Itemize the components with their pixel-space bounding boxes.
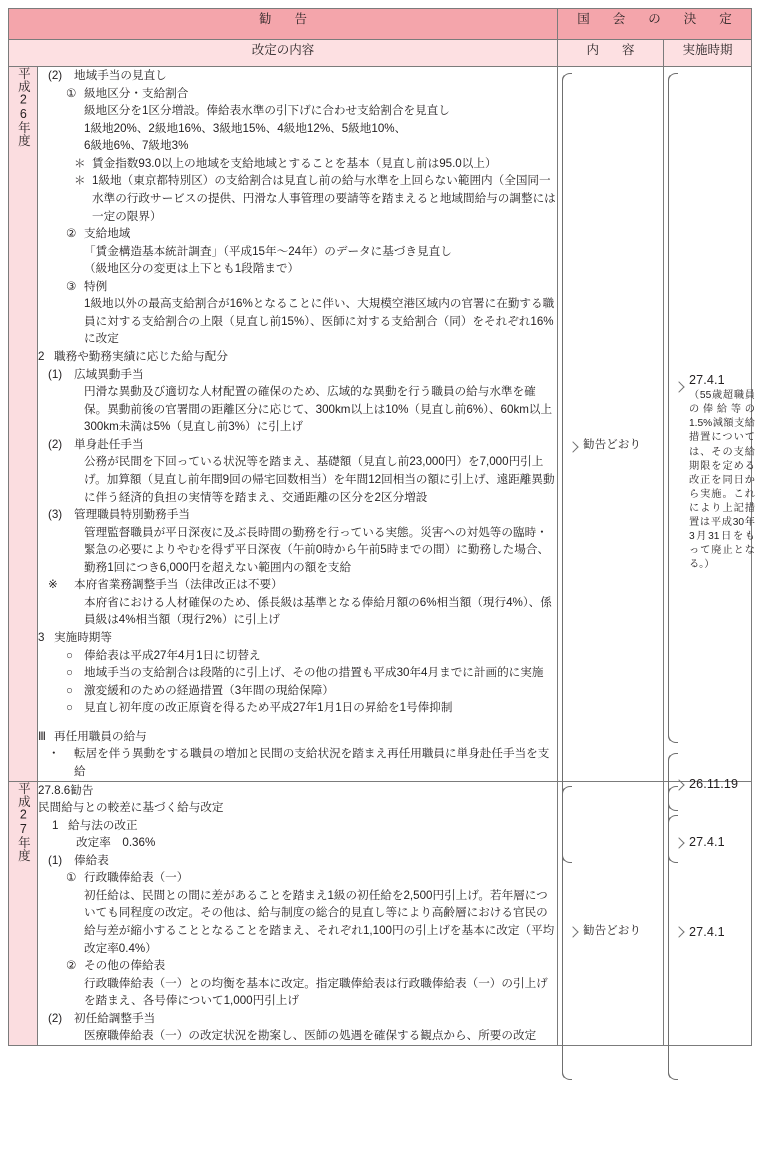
table-row	[9, 781, 752, 1045]
naiyo-cell-27	[557, 781, 663, 1045]
list-marker: (3)	[48, 508, 63, 522]
list-marker: 3	[38, 631, 45, 644]
content-text: 給与法の改正	[68, 818, 138, 832]
content-line	[84, 295, 557, 348]
content-text: 初任給は、民間との間に差があることを踏まえ1級の初任給を2,500円引上げ。若年層についても同程度の改定。その他は、給与制度の総合的見直し等により高齢層における官民の給与差が縮小することとなることを踏まえ、それぞれ1,100円の引上げを基本に改定（平均改定率0.4%）	[84, 888, 555, 955]
content-text: （級地区分の変更は上下とも1段階まで）	[84, 262, 300, 276]
brace-tip-icon	[567, 926, 578, 937]
content-line	[66, 869, 557, 887]
jiki-brace-group	[668, 786, 725, 1080]
content-line	[84, 887, 557, 957]
content-line	[84, 243, 557, 261]
effective-date-value: 27.4.1	[688, 373, 725, 387]
content-line	[84, 102, 557, 120]
jiki-label	[689, 371, 755, 572]
list-marker: (2)	[48, 437, 63, 451]
list-marker: ＊	[74, 174, 86, 188]
year-label-cell-27	[9, 781, 38, 1045]
content-text: その他の俸給表	[84, 959, 166, 973]
content-text: 1級地（東京都特別区）の支給割合は見直し前の給与水準を上回らない範囲内（全国同一水準の行政サービスの提供、円滑な人事管理の要請等を踏まえると地域間給与の調整には一定の限界）	[92, 174, 556, 223]
content-line	[66, 664, 557, 682]
effective-date-value: 27.4.1	[688, 924, 725, 939]
header-jisshi-jiki: 実施時期	[663, 40, 751, 67]
content-text: 支給地域	[84, 227, 131, 241]
content-text: 医療職俸給表（一）の改定状況を勘案し、医師の処遇を確保する観点から、所要の改定	[84, 1029, 537, 1043]
content-text: 公務が民間を下回っている状況等を踏まえ、基礎額（見直し前23,000円）を7,000円引上げ。加算額（見直し前年間9回の帰宅回数相当）を年間12回相当の額に引上げ、遠距離異動に伴う経済的負担の実情等を踏まえ、交通距離の区分を2区分増設	[84, 455, 555, 504]
revision-table	[8, 8, 755, 1046]
curly-brace-icon	[562, 73, 571, 863]
content-line	[48, 436, 557, 454]
content-line	[84, 137, 557, 155]
content-text: 単身赴任手当	[74, 437, 144, 451]
list-marker: ＊	[74, 156, 86, 170]
content-line	[66, 957, 557, 975]
content-line	[48, 506, 557, 524]
spacer	[38, 717, 557, 728]
header-row-2	[9, 40, 752, 67]
decision-content-value: 勧告どおり	[582, 923, 641, 937]
content-line	[84, 1027, 557, 1045]
list-marker: (2)	[48, 69, 63, 82]
curly-brace-icon	[668, 786, 677, 1080]
content-text: 本府省における人材確保のため、係長級は基準となる俸給月額の6%相当額（現行4%）、係員級は4%相当額（現行2%）に引上げ	[84, 595, 552, 627]
content-blocks-26	[38, 67, 557, 781]
content-line	[84, 524, 557, 577]
year-label-cell-26	[9, 67, 38, 782]
content-text: 俸給表	[74, 853, 109, 867]
jiki-brace-group	[668, 73, 755, 743]
content-text: 地域手当の見直し	[74, 69, 167, 82]
content-line	[84, 383, 557, 436]
effective-date-note: （55歳超職員の俸給等の1.5%減額支給措置については、その支給期限を定める改正を同日から実施。これにより上記措置は平成30年3月31日をもって廃止となる。）	[688, 390, 755, 571]
content-line	[66, 225, 557, 243]
effective-date-value: 26.11.19	[688, 777, 739, 791]
content-text: 再任用職員の給与	[54, 729, 147, 743]
content-text: 激変緩和のための経過措置（3年間の現給保障）	[84, 683, 334, 697]
content-line	[66, 278, 557, 296]
content-line	[38, 782, 557, 800]
content-text: 27.8.6勧告	[38, 783, 94, 797]
content-text: 1級地20%、2級地16%、3級地15%、4級地12%、5級地10%、	[84, 121, 407, 135]
content-line	[84, 453, 557, 506]
header-kankoku: 勧 告	[9, 9, 558, 40]
content-line	[66, 699, 557, 717]
table-body	[9, 67, 755, 1046]
list-marker: ②	[66, 959, 77, 973]
brace-tip-icon	[673, 381, 684, 392]
jiki-cell-26	[663, 67, 755, 849]
list-marker: (1)	[48, 367, 63, 381]
content-line	[66, 647, 557, 665]
brace-tip-icon	[567, 441, 578, 452]
content-text: 管理監督職員が平日深夜に及ぶ長時間の勤務を行っている実態。災害への対処等の臨時・緊急の必要によりやむを得ず平日深夜（午前0時から午前5時までの間）に勤務した場合、勤務1回につき6,000円を超えない範囲内の額を支給	[84, 525, 550, 574]
content-text: 円滑な異動及び適切な人材配置の確保のため、広域的な異動を行う職員の給与水準を確保。異動前後の官署間の距離区分に応じて、300km以上は10%（見直し前6%）、60km以上300km未満は5%（見直し前3%）に引上げ	[84, 385, 553, 434]
content-text: 転居を伴う異動をする職員の増加と民間の支給状況を踏まえ再任用職員に単身赴任手当を支給	[74, 747, 550, 778]
list-marker: ※	[48, 578, 58, 592]
list-marker: ①	[66, 86, 77, 100]
content-text: 行政職俸給表（一）との均衡を基本に改定。指定職俸給表は行政職俸給表（一）の引上げを踏まえ、各号俸について1,000円引上げ	[84, 976, 548, 1008]
content-line	[48, 366, 557, 384]
list-marker: 1	[52, 818, 59, 832]
list-marker: ・	[48, 747, 60, 761]
year-label-text: 平成26年度	[16, 67, 31, 147]
content-line	[84, 260, 557, 278]
list-marker: ○	[66, 701, 74, 715]
content-line	[48, 852, 557, 870]
content-text: 管理職員特別勤務手当	[74, 508, 190, 522]
list-marker: (1)	[48, 853, 63, 867]
content-line	[48, 745, 557, 780]
list-marker: (2)	[48, 1011, 63, 1025]
list-marker: ②	[66, 227, 77, 241]
content-line	[52, 817, 557, 835]
content-line	[84, 975, 557, 1010]
decision-content-value: 勧告どおり	[582, 438, 641, 451]
jiki-cell-27	[663, 781, 751, 1045]
content-line	[38, 629, 557, 647]
content-text: 初任給調整手当	[74, 1011, 156, 1025]
content-text: 民間給与との較差に基づく給与改定	[38, 801, 224, 815]
naiyo-cell-26	[557, 67, 663, 782]
content-text: 広域異動手当	[74, 367, 144, 381]
year-label-text: 平成27年度	[16, 781, 31, 861]
content-cell-27	[38, 781, 558, 1045]
naiyo-brace-group	[562, 73, 641, 863]
list-marker: ○	[66, 648, 74, 662]
content-line	[38, 348, 557, 366]
naiyo-brace-group	[562, 786, 641, 1080]
header-row-1	[9, 9, 752, 40]
curly-brace-icon	[668, 73, 677, 743]
table-row	[9, 67, 752, 782]
header-kokkai-kettei: 国 会 の 決 定	[557, 9, 751, 40]
header-kaitei-naiyo: 改定の内容	[9, 40, 558, 67]
content-text: 俸給表は平成27年4月1日に切替え	[84, 648, 261, 662]
content-line	[66, 682, 557, 700]
content-text: 実施時期等	[54, 631, 112, 644]
content-line	[48, 576, 557, 594]
content-line	[74, 155, 557, 173]
header-naiyo: 内 容	[557, 40, 663, 67]
list-marker: 2	[38, 350, 45, 363]
content-line	[38, 799, 557, 817]
content-line	[84, 120, 557, 138]
content-text: 見直し初年度の改正原資を得るため平成27年1月1日の昇給を1号俸抑制	[84, 701, 453, 715]
content-blocks-27	[38, 782, 557, 1045]
content-line	[38, 728, 557, 746]
content-line	[48, 1010, 557, 1028]
jiki-label	[689, 923, 725, 941]
content-text: 特例	[84, 279, 108, 293]
content-text: 級地区分・支給割合	[84, 86, 189, 100]
content-text: 行政職俸給表（一）	[84, 871, 189, 885]
content-text: 職務や勤務実績に応じた給与配分	[54, 350, 228, 363]
content-text: 「賃金構造基本統計調査」（平成15年〜24年）のデータに基づき見直し	[84, 244, 452, 258]
content-text: 地域手当の支給割合は段階的に引上げ、その他の措置も平成30年4月までに計画的に実施	[84, 666, 544, 680]
list-marker: ③	[66, 279, 77, 293]
table-header	[9, 9, 752, 67]
content-text: 改定率 0.36%	[76, 836, 156, 850]
content-line	[84, 594, 557, 629]
content-text: 賃金指数93.0以上の地域を支給地域とすることを基本（見直し前は95.0以上）	[92, 156, 497, 170]
content-line	[66, 85, 557, 103]
brace-tip-icon	[673, 926, 684, 937]
list-marker: ①	[66, 871, 77, 885]
curly-brace-icon	[562, 786, 571, 1080]
content-cell-26	[38, 67, 558, 782]
content-line	[76, 834, 557, 852]
content-text: 本府省業務調整手当（法律改正は不要）	[74, 578, 283, 592]
content-text: 級地区分を1区分増設。俸給表水準の引下げに合わせ支給割合を見直し	[84, 104, 450, 118]
effective-date-value: 27.4.1	[688, 835, 725, 849]
content-line	[48, 67, 557, 85]
content-text: 6級地6%、7級地3%	[84, 139, 189, 153]
list-marker: Ⅲ	[38, 729, 46, 743]
content-line	[74, 172, 557, 225]
list-marker: ○	[66, 666, 74, 680]
content-text: 1級地以外の最高支給割合が16%となることに伴い、大規模空港区域内の官署に在勤する職員に対する支給割合の上限（見直し前15%）、医師に対する支給割合（同）をそれぞれ16%に改定	[84, 297, 555, 346]
list-marker: ○	[66, 683, 74, 697]
